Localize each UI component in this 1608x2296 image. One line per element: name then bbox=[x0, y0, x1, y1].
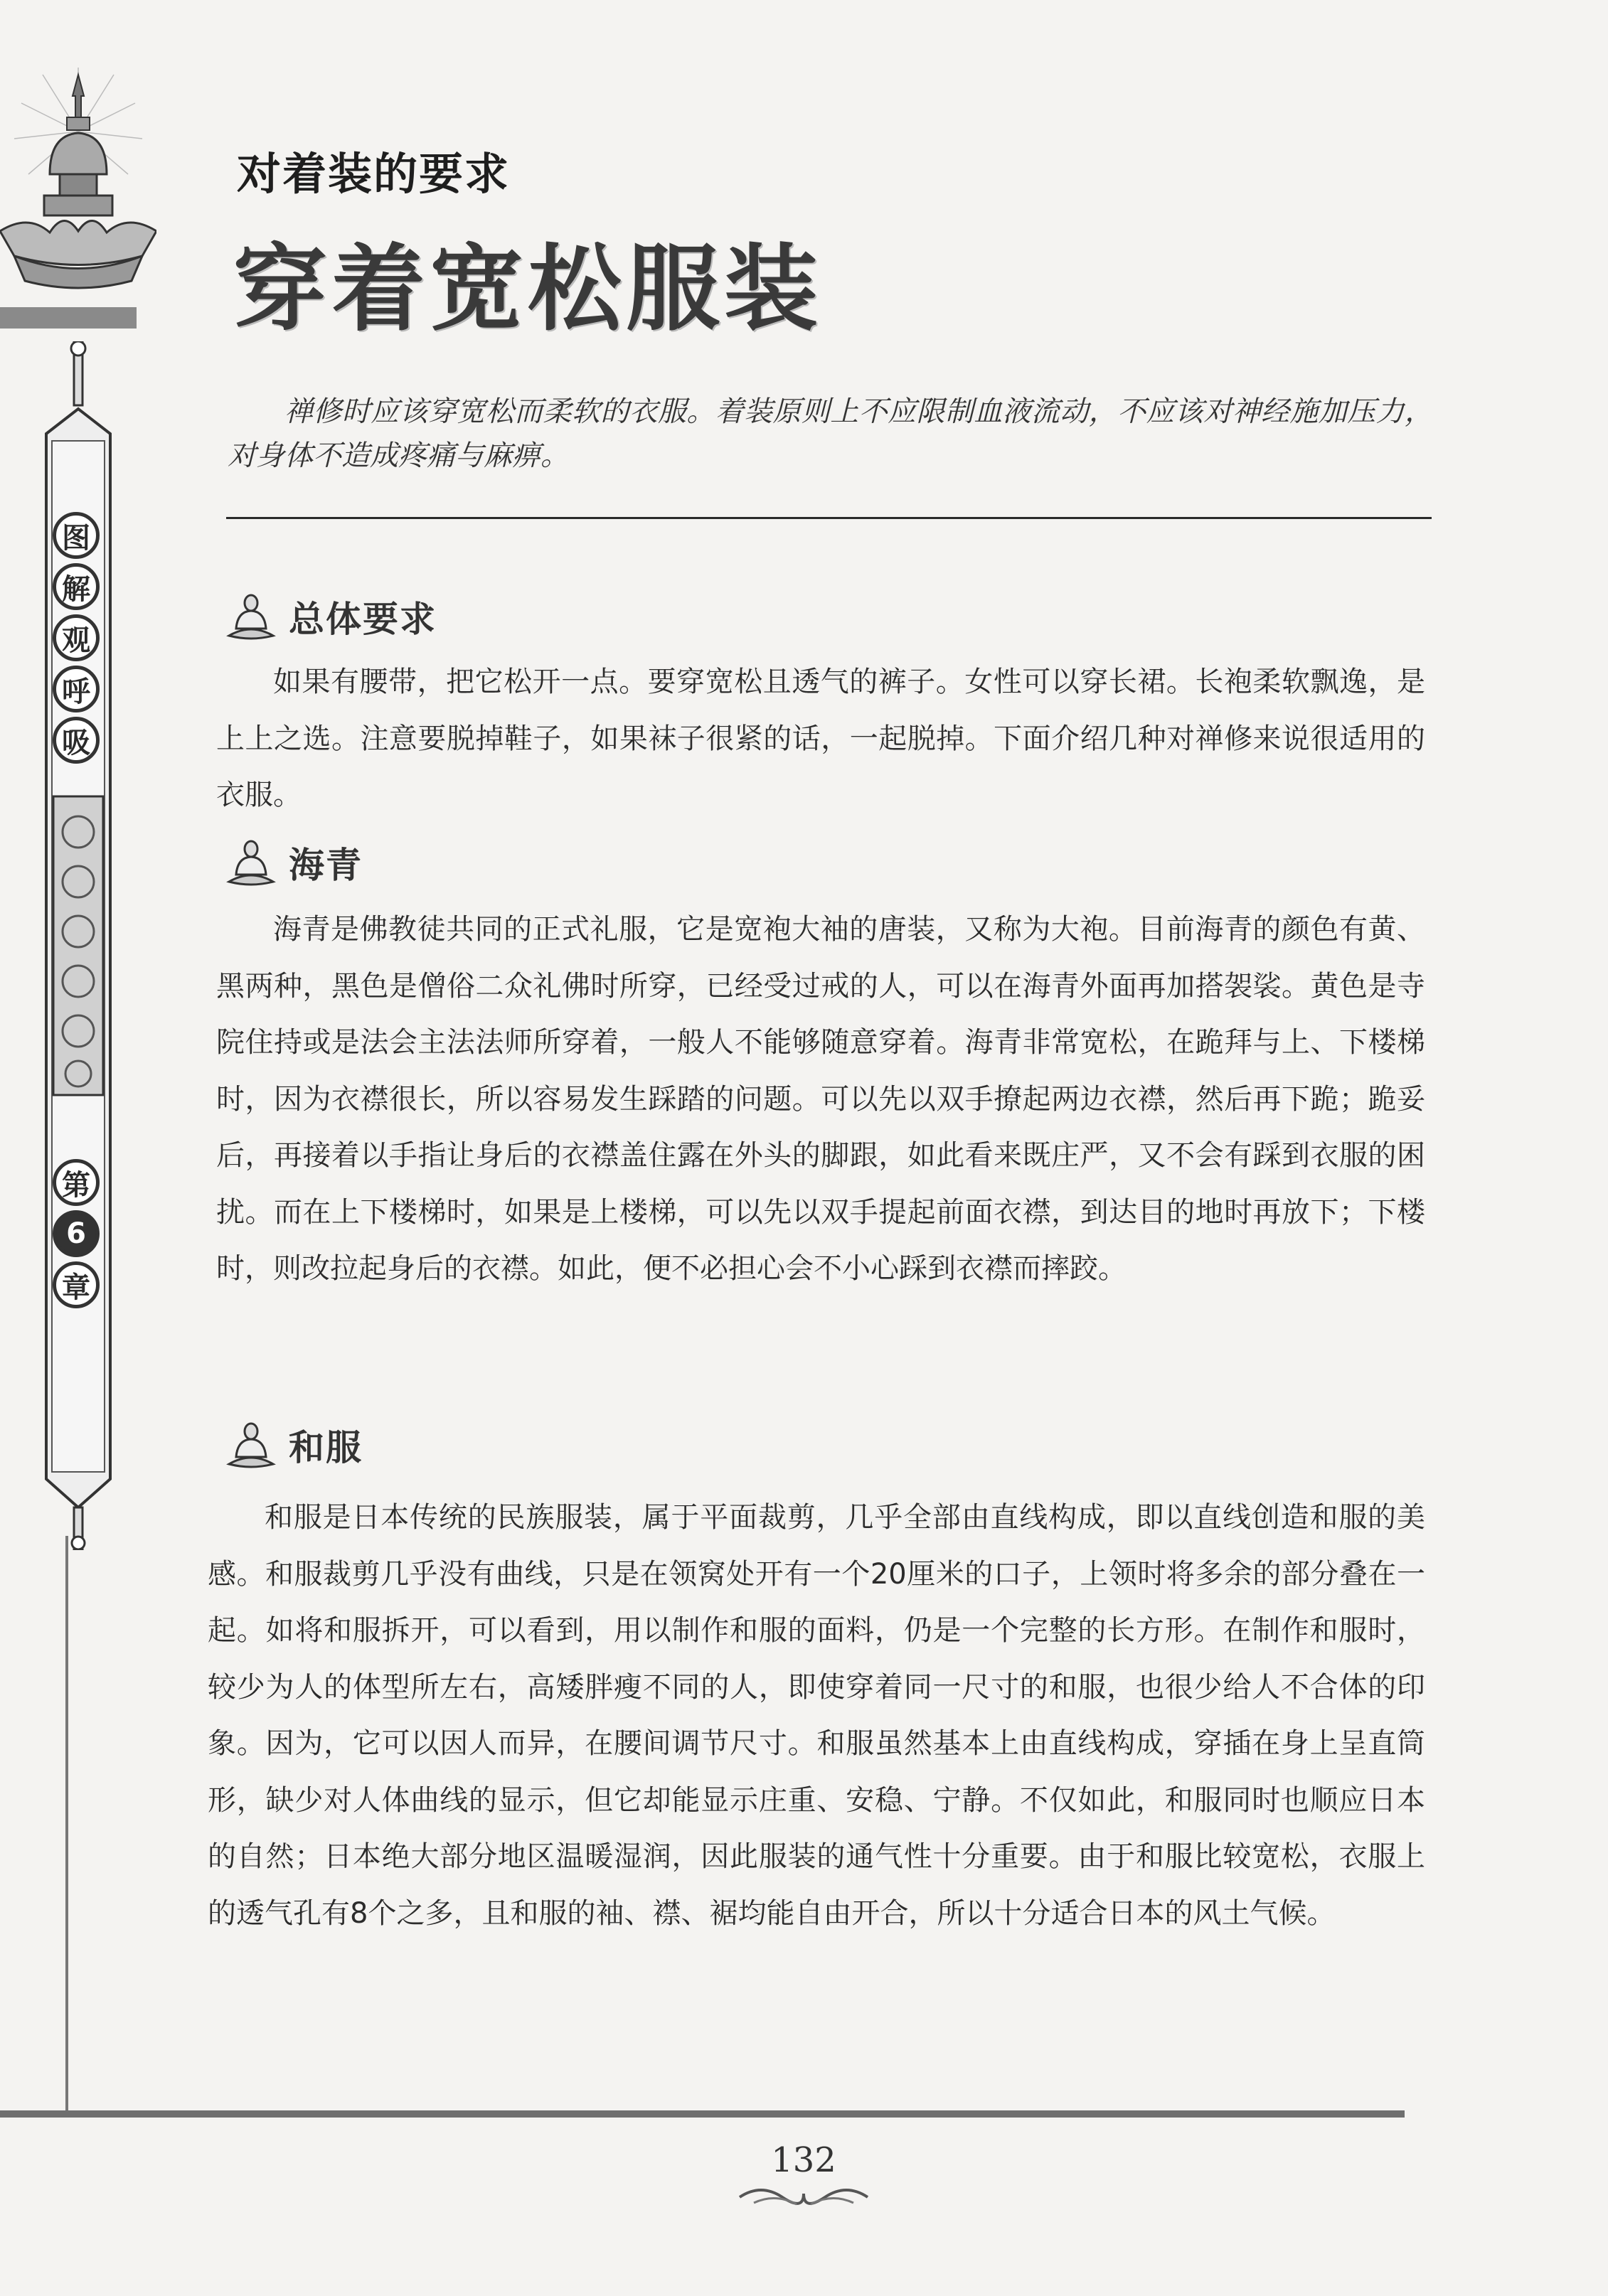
meditating-monk-icon bbox=[226, 838, 276, 887]
chapter-number: 6 bbox=[53, 1210, 100, 1257]
section-heading bbox=[226, 592, 437, 641]
section-heading-label: 总体要求 bbox=[289, 598, 437, 640]
section-heading bbox=[226, 1420, 363, 1470]
flourish-ornament-icon bbox=[733, 2183, 875, 2211]
book-title-char: 呼 bbox=[53, 666, 100, 712]
page-title: 穿着宽松服装 bbox=[233, 234, 822, 344]
page-number: 132 bbox=[771, 2140, 836, 2180]
meditating-monk-icon bbox=[226, 592, 276, 641]
book-title-char: 解 bbox=[53, 563, 100, 610]
section-heading-label: 和服 bbox=[289, 1426, 363, 1468]
chapter-char: 章 bbox=[53, 1261, 100, 1308]
section-body: 如果有腰带，把它松开一点。要穿宽松且透气的裤子。女性可以穿长裙。长袍柔软飘逸，是上上之选。注意要脱掉鞋子，如果袜子很紧的话，一起脱掉。下面介绍几种对禅修来说很适用的衣服。 bbox=[216, 666, 1425, 811]
book-title-vertical bbox=[53, 512, 105, 768]
section-body: 海青是佛教徒共同的正式礼服，它是宽袍大袖的唐装，又称为大袍。目前海青的颜色有黄、黑两种，黑色是僧俗二众礼佛时所穿，已经受过戒的人，可以在海青外面再加搭袈裟。黄色是寺院住持或是法会主法法师所穿着，一般人不能够随意穿着。海青非常宽松，在跪拜与上、下楼梯时，因为衣襟很长，所以容易发生踩踏的问题。可以先以双手撩起两边衣襟，然后再下跪；跪妥后，再接着以手指让身后的衣襟盖住露在外头的脚跟，如此看来既庄严，又不会有踩到衣服的困扰。而在上下楼梯时，如果是上楼梯，可以先以双手提起前面衣襟，到达目的地时再放下；下楼时，则改拉起身后的衣襟。如此，便不必担心会不小心踩到衣襟而摔跤。 bbox=[216, 913, 1425, 1285]
section-heading-label: 海青 bbox=[289, 844, 363, 886]
book-title-char: 图 bbox=[53, 512, 100, 559]
section-body: 和服是日本传统的民族服装，属于平面裁剪，几乎全部由直线构成，即以直线创造和服的美感。和服裁剪几乎没有曲线，只是在领窝处开有一个20厘米的口子，上领时将多余的部分叠在一起。如将和服拆开，可以看到，用以制作和服的面料，仍是一个完整的长方形。在制作和服时，较少为人的体型所左右，高矮胖瘦不同的人，即使穿着同一尺寸的和服，也很少给人不合体的印象。因为，它可以因人而异，在腰间调节尺寸。和服虽然基本上由直线构成，穿插在身上呈直筒形，缺少对人体曲线的显示，但它却能显示庄重、安稳、宁静。不仅如此，和服同时也顺应日本的自然；日本绝大部分地区温暖湿润，因此服装的通气性十分重要。由于和服比较宽松，衣服上的透气孔有8个之多，且和服的袖、襟、裾均能自由开合，所以十分适合日本的风土气候。 bbox=[208, 1501, 1425, 1930]
chapter-char: 第 bbox=[53, 1159, 100, 1206]
intro-paragraph: 禅修时应该穿宽松而柔软的衣服。着装原则上不应限制血液流动，不应该对神经施加压力，对身体不造成疼痛与麻痹。 bbox=[228, 395, 1433, 472]
book-title-char: 观 bbox=[53, 614, 100, 661]
section-kicker: 对着装的要求 bbox=[237, 148, 511, 200]
divider bbox=[226, 517, 1432, 519]
meditating-monk-icon bbox=[226, 1420, 276, 1470]
stupa-icon bbox=[0, 68, 156, 302]
top-left-bar bbox=[0, 307, 137, 329]
book-title-char: 吸 bbox=[53, 717, 100, 764]
section-heading bbox=[226, 838, 363, 887]
chapter-marker bbox=[53, 1159, 105, 1313]
left-vertical-line bbox=[65, 1536, 68, 2112]
bottom-divider bbox=[0, 2110, 1405, 2118]
